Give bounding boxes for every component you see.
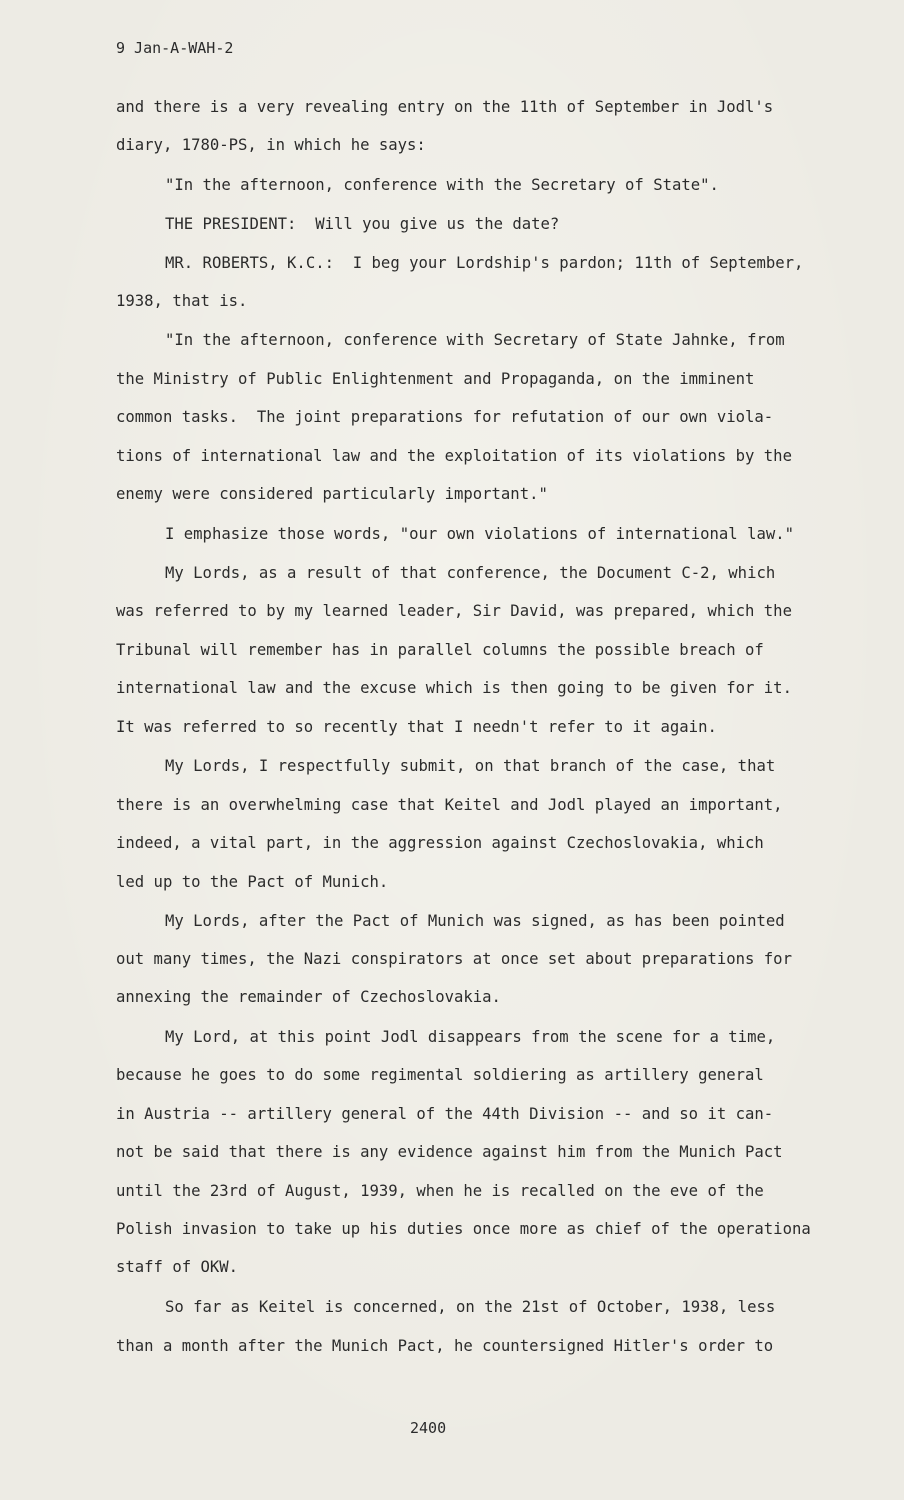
text-line: My Lord, at this point Jodl disappears from the scene for a time, [165,1028,776,1046]
text-line: staff of OKW. [116,1258,239,1276]
text-line: because he goes to do some regimental soldiering as artillery general [116,1066,764,1084]
text-line: annexing the remainder of Czechoslovakia. [116,988,501,1006]
text-line: was referred to by my learned leader, Sir David, was prepared, which the [116,602,792,620]
text-line: My Lords, as a result of that conference, the Document C-2, which [165,564,776,582]
text-line: diary, 1780-PS, in which he says: [116,136,426,154]
text-line: I emphasize those words, "our own violations of international law." [165,525,795,543]
text-line: Polish invasion to take up his duties once more as chief of the operationa [116,1220,811,1238]
text-line: international law and the excuse which is then going to be given for it. [116,679,792,697]
text-line: common tasks. The joint preparations for refutation of our own viola- [116,408,774,426]
page-header: 9 Jan-A-WAH-2 [116,39,234,57]
text-line: 1938, that is. [116,292,248,310]
text-line: Tribunal will remember has in parallel columns the possible breach of [116,641,764,659]
text-line: indeed, a vital part, in the aggression against Czechoslovakia, which [116,834,764,852]
text-line: in Austria -- artillery general of the 44th Division -- and so it can- [116,1105,774,1123]
text-line: led up to the Pact of Munich. [116,873,389,891]
text-line: My Lords, after the Pact of Munich was signed, as has been pointed [165,912,785,930]
text-line: My Lords, I respectfully submit, on that branch of the case, that [165,757,776,775]
text-line: "In the afternoon, conference with Secretary of State Jahnke, from [165,331,785,349]
text-line: the Ministry of Public Enlightenment and Propaganda, on the imminent [116,370,755,388]
text-line: MR. ROBERTS, K.C.: I beg your Lordship's pardon; 11th of September, [165,254,804,272]
text-line: So far as Keitel is concerned, on the 21st of October, 1938, less [165,1298,776,1316]
text-line: until the 23rd of August, 1939, when he is recalled on the eve of the [116,1182,764,1200]
text-line: It was referred to so recently that I needn't refer to it again. [116,718,717,736]
text-line: than a month after the Munich Pact, he countersigned Hitler's order to [116,1337,774,1355]
text-line: and there is a very revealing entry on the 11th of September in Jodl's [116,98,774,116]
text-line: THE PRESIDENT: Will you give us the date? [165,215,560,233]
text-line: enemy were considered particularly important." [116,485,548,503]
text-line: tions of international law and the exploitation of its violations by the [116,447,792,465]
text-line: there is an overwhelming case that Keitel and Jodl played an important, [116,796,783,814]
text-line: out many times, the Nazi conspirators at once set about preparations for [116,950,792,968]
page-number: 2400 [410,1419,447,1437]
text-line: not be said that there is any evidence against him from the Munich Pact [116,1143,783,1161]
text-line: "In the afternoon, conference with the Secretary of State". [165,176,719,194]
